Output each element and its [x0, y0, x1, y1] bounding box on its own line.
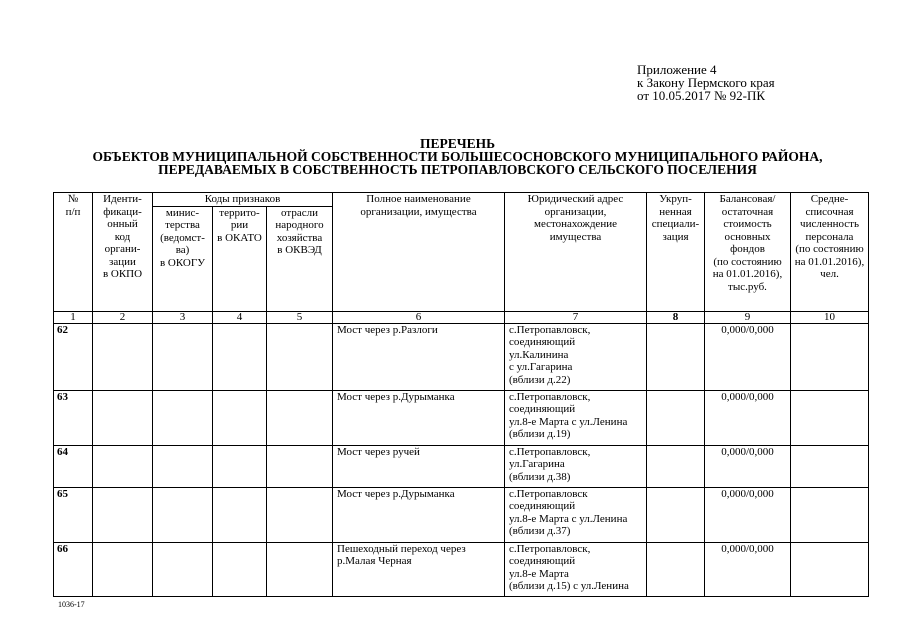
- appendix-line: от 10.05.2017 № 92-ПК: [637, 88, 766, 103]
- property-address: [505, 542, 647, 596]
- text-line: персонала: [805, 230, 854, 243]
- okogu-cell: [153, 390, 213, 445]
- header-balance: [705, 193, 791, 312]
- text-line: терства: [165, 219, 200, 231]
- property-address: [505, 323, 647, 390]
- text-line: с.Петропавловск,: [509, 542, 591, 555]
- okved-cell: [267, 542, 333, 596]
- text-line: (вблизи д.15) с ул.Ленина: [509, 580, 629, 592]
- specialization-cell: [647, 323, 705, 390]
- okogu-cell: [153, 542, 213, 596]
- row-number: 65: [54, 487, 93, 542]
- text-line: местонахождение: [534, 218, 617, 230]
- column-number: 3: [153, 311, 213, 323]
- text-line: ул.8-е Марта с ул.Ленина: [509, 415, 628, 428]
- text-line: ненная: [659, 205, 692, 218]
- okved-cell: [267, 445, 333, 487]
- text-line: Мост через р.Разлоги: [337, 323, 438, 336]
- balance-value: 0,000/0,000: [705, 445, 791, 487]
- property-address: [505, 445, 647, 487]
- cell-lines: [509, 488, 644, 538]
- text-line: ул.Калинина: [509, 348, 569, 361]
- balance-value: 0,000/0,000: [705, 323, 791, 390]
- text-line: ул.8-е Марта с ул.Ленина: [509, 512, 628, 525]
- header-name: [333, 193, 505, 312]
- okato-cell: [213, 323, 267, 390]
- text-line: в ОКПО: [102, 268, 143, 280]
- specialization-cell: [647, 542, 705, 596]
- header-address: [505, 193, 647, 312]
- text-line: рии: [230, 219, 249, 231]
- okved-cell: [267, 487, 333, 542]
- header-lines: [95, 193, 150, 281]
- specialization-cell: [647, 487, 705, 542]
- text-line: (по состоянию: [795, 243, 864, 255]
- text-line: онный: [107, 218, 138, 230]
- okved-cell: [267, 323, 333, 390]
- text-line: фикаци-: [103, 205, 142, 218]
- text-line: в ОКОГУ: [159, 256, 206, 269]
- text-line: на 01.01.2016),: [712, 268, 783, 280]
- text-line: с ул.Гагарина: [509, 361, 573, 373]
- text-line: народного: [275, 219, 324, 231]
- title-line: ПЕРЕЧЕНЬ: [419, 136, 496, 151]
- text-line: (вблизи д.37): [509, 525, 571, 537]
- balance-value: 0,000/0,000: [705, 542, 791, 596]
- text-line: на 01.01.2016),: [794, 255, 865, 268]
- text-line: Полное наименование: [366, 193, 471, 205]
- okato-cell: [213, 445, 267, 487]
- cell-lines: [337, 488, 502, 501]
- text-line: тыс.руб.: [728, 280, 767, 293]
- property-name: [333, 390, 505, 445]
- property-name: [333, 323, 505, 390]
- header-lines: [707, 193, 788, 293]
- header-lines: [215, 207, 264, 245]
- text-line: Иденти-: [103, 193, 142, 205]
- column-number: 10: [791, 311, 869, 323]
- header-lines: [793, 193, 866, 281]
- header-okved: [267, 206, 333, 311]
- text-line: Мост через р.Дурыманка: [337, 390, 455, 403]
- text-line: ва): [175, 244, 190, 256]
- staff-cell: [791, 487, 869, 542]
- table-row: [54, 542, 869, 596]
- column-number: 9: [705, 311, 791, 323]
- text-line: имущества: [549, 230, 602, 243]
- text-line: Юридический адрес: [527, 193, 624, 205]
- property-name: [333, 445, 505, 487]
- column-number: 8: [647, 311, 705, 323]
- cell-lines: [337, 391, 502, 404]
- text-line: ул.8-е Марта: [509, 567, 569, 580]
- staff-cell: [791, 390, 869, 445]
- text-line: минис-: [165, 206, 200, 219]
- text-line: Мост через р.Дурыманка: [337, 487, 455, 500]
- header-codes-group: Коды признаков: [153, 193, 333, 207]
- okato-cell: [213, 390, 267, 445]
- column-number: 4: [213, 311, 267, 323]
- text-line: соединяющий: [509, 500, 576, 512]
- header-num: [54, 193, 93, 312]
- appendix-line: Приложение 4: [637, 62, 717, 77]
- text-line: соединяющий: [509, 336, 576, 348]
- row-number: 63: [54, 390, 93, 445]
- column-number: 7: [505, 311, 647, 323]
- cell-lines: [337, 543, 502, 568]
- table-row: [54, 445, 869, 487]
- text-line: (вблизи д.38): [509, 470, 571, 483]
- document-title: [40, 137, 875, 176]
- header-lines: [269, 207, 330, 257]
- text-line: террито-: [219, 206, 260, 219]
- text-line: стоимость: [723, 218, 772, 230]
- text-line: с.Петропавловск,: [509, 390, 591, 403]
- text-line: зации: [109, 255, 136, 268]
- okpo-cell: [93, 445, 153, 487]
- okpo-cell: [93, 542, 153, 596]
- okato-cell: [213, 542, 267, 596]
- property-address: [505, 390, 647, 445]
- property-address: [505, 487, 647, 542]
- cell-lines: [509, 324, 644, 387]
- column-number-row: [54, 311, 869, 323]
- table-row: [54, 390, 869, 445]
- text-line: №: [67, 193, 79, 205]
- okved-cell: [267, 390, 333, 445]
- text-line: соединяющий: [509, 555, 576, 567]
- text-line: в ОКАТО: [217, 231, 262, 244]
- text-line: р.Малая Черная: [337, 555, 412, 567]
- text-line: в ОКВЭД: [277, 244, 322, 256]
- header-lines: [507, 193, 644, 243]
- text-line: Мост через ручей: [337, 445, 420, 458]
- balance-value: 0,000/0,000: [705, 487, 791, 542]
- text-line: специали-: [651, 218, 700, 230]
- staff-cell: [791, 323, 869, 390]
- column-number: 5: [267, 311, 333, 323]
- title-line: ОБЪЕКТОВ МУНИЦИПАЛЬНОЙ СОБСТВЕННОСТИ БОЛЬШЕСОСНОВСКОГО МУНИЦИПАЛЬНОГО РАЙОНА,: [92, 149, 823, 164]
- property-name: [333, 487, 505, 542]
- text-line: Средне-: [810, 193, 849, 205]
- okato-cell: [213, 487, 267, 542]
- table-row: [54, 323, 869, 390]
- header-lines: [56, 193, 90, 218]
- specialization-cell: [647, 445, 705, 487]
- row-number: 62: [54, 323, 93, 390]
- text-line: ул.Гагарина: [509, 458, 565, 470]
- appendix-note: [637, 63, 775, 102]
- text-line: органи-: [104, 243, 141, 255]
- okpo-cell: [93, 390, 153, 445]
- text-line: отрасли: [281, 206, 318, 219]
- okogu-cell: [153, 445, 213, 487]
- header-staff: [791, 193, 869, 312]
- text-line: численность: [800, 218, 859, 230]
- text-line: зация: [662, 230, 689, 243]
- text-line: п/п: [65, 205, 81, 218]
- text-line: чел.: [820, 268, 839, 280]
- property-name: [333, 542, 505, 596]
- text-line: (вблизи д.22): [509, 373, 571, 386]
- text-line: списочная: [805, 205, 854, 218]
- staff-cell: [791, 542, 869, 596]
- text-line: с.Петропавловск,: [509, 323, 591, 336]
- balance-value: 0,000/0,000: [705, 390, 791, 445]
- okpo-cell: [93, 323, 153, 390]
- text-line: (по состоянию: [713, 255, 782, 268]
- appendix-line: к Закону Пермского края: [637, 75, 775, 90]
- text-line: остаточная: [721, 205, 774, 218]
- cell-lines: [509, 391, 644, 441]
- okpo-cell: [93, 487, 153, 542]
- column-number: 1: [54, 311, 93, 323]
- header-lines: [335, 193, 502, 218]
- column-number: 6: [333, 311, 505, 323]
- specialization-cell: [647, 390, 705, 445]
- property-table: [53, 192, 869, 597]
- row-number: 66: [54, 542, 93, 596]
- header-lines: [649, 193, 702, 243]
- okogu-cell: [153, 323, 213, 390]
- cell-lines: [509, 543, 644, 593]
- cell-lines: [337, 324, 502, 337]
- cell-lines: [509, 446, 644, 484]
- column-number: 2: [93, 311, 153, 323]
- title-line: ПЕРЕДАВАЕМЫХ В СОБСТВЕННОСТЬ ПЕТРОПАВЛОВСКОГО СЕЛЬСКОГО ПОСЕЛЕНИЯ: [158, 162, 757, 177]
- text-line: Укруп-: [659, 193, 692, 205]
- cell-lines: [337, 446, 502, 459]
- okogu-cell: [153, 487, 213, 542]
- text-line: организации,: [544, 205, 607, 218]
- table-row: [54, 487, 869, 542]
- text-line: хозяйства: [276, 231, 323, 244]
- text-line: основных фондов: [724, 230, 771, 255]
- text-line: Пешеходный переход через: [337, 542, 466, 555]
- footer-code: 1036-17: [58, 600, 85, 609]
- text-line: (ведомст-: [160, 231, 205, 244]
- header-lines: [155, 207, 210, 270]
- text-line: соединяющий: [509, 403, 576, 415]
- header-okpo: [93, 193, 153, 312]
- text-line: с.Петропавловск: [509, 487, 588, 500]
- header-okogu: [153, 206, 213, 311]
- text-line: код: [114, 230, 131, 243]
- text-line: Балансовая/: [719, 193, 776, 205]
- header-specialization: [647, 193, 705, 312]
- text-line: организации, имущества: [360, 205, 477, 218]
- header-okato: [213, 206, 267, 311]
- staff-cell: [791, 445, 869, 487]
- text-line: (вблизи д.19): [509, 428, 571, 440]
- text-line: с.Петропавловск,: [509, 445, 591, 458]
- row-number: 64: [54, 445, 93, 487]
